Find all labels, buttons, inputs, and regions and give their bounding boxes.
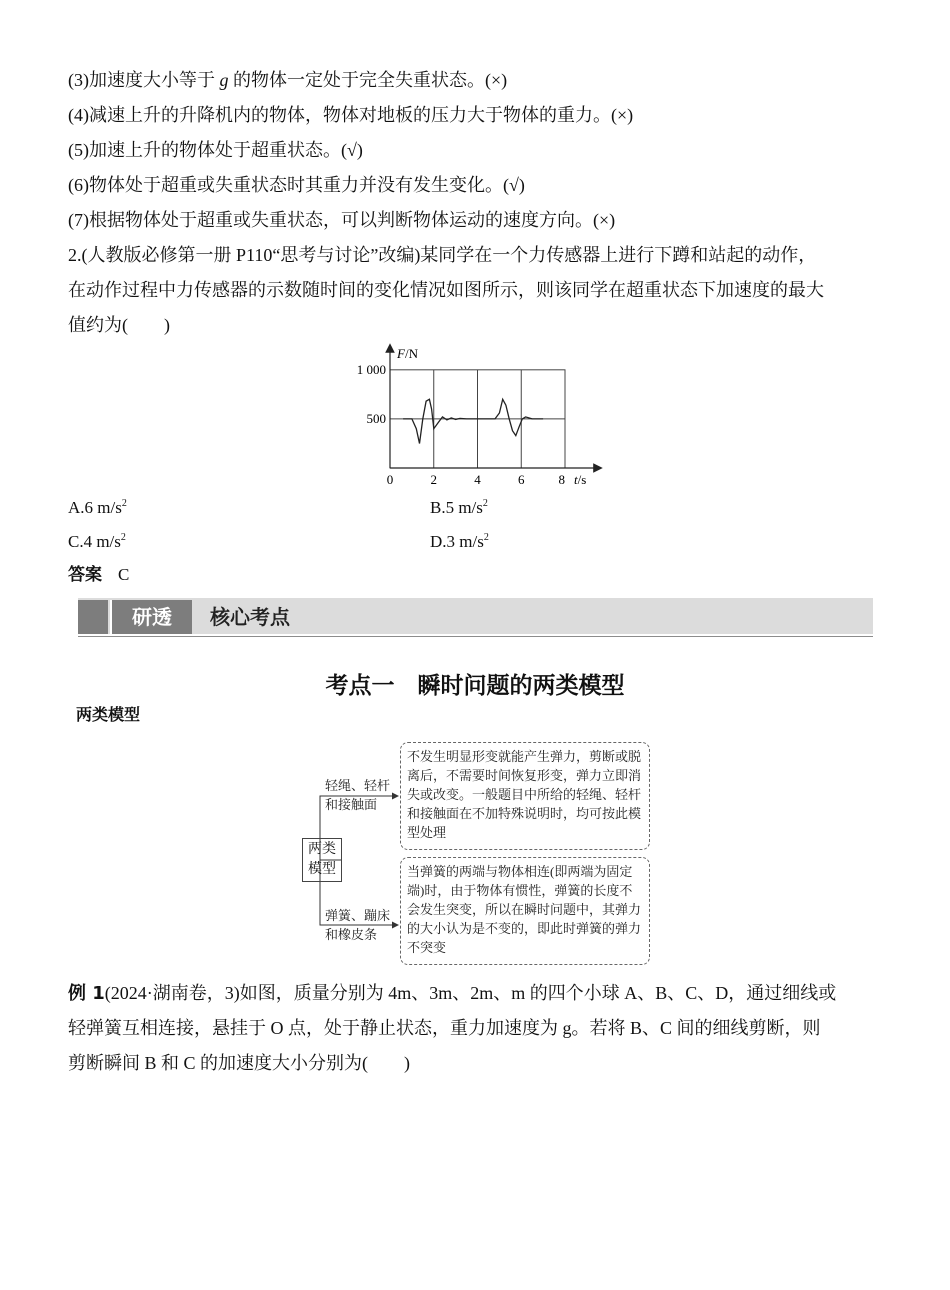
x-axis-label: t/s xyxy=(574,472,587,485)
x-tick-label: 4 xyxy=(474,472,481,485)
x-tick-label: 0 xyxy=(386,472,394,485)
example-1-line-1: 例 1(2024·湖南卷，3)如图，质量分别为 4m、3m、2m、m 的四个小球 A、B、C、D，通过细线或 xyxy=(68,983,837,1004)
judgment-7: (7)根据物体处于超重或失重状态，可以判断物体运动的速度方向。(×) xyxy=(68,210,616,230)
option-d[interactable]: D.3 $m/s^2$ xyxy=(430,532,489,551)
diagram-branch-1-box: 不发生明显形变就能产生弹力，剪断或脱离后，不需要时间恢复形变，弹力立即消失或改变。一般题目中所给的轻绳、轻杆和接触面在不加特殊说明时，均可按此模型处理 xyxy=(400,742,650,850)
diagram-branch-1-label: 轻绳、轻杆 和接触面 xyxy=(325,778,391,812)
x-tick-label: 8 xyxy=(558,472,565,485)
x-tick-label: 6 xyxy=(518,472,525,485)
option-b[interactable]: B.5 $m/s^2$ xyxy=(430,498,488,517)
option-c[interactable]: C.4 $m/s^2$ xyxy=(68,532,126,551)
y-tick-label: 1 000 xyxy=(356,361,386,377)
x-tick-label: 2 xyxy=(430,472,437,485)
judgment-4: (4)减速上升的升降机内的物体，物体对地板的压力大于物体的重力。(×) xyxy=(68,105,634,125)
question-2-line-2: 在动作过程中力传感器的示数随时间的变化情况如图所示，则该同学在超重状态下加速度的最大 xyxy=(68,280,824,300)
judgment-3: (3)加速度大小等于 g 的物体一定处于完全失重状态。(×) xyxy=(68,70,508,90)
answer-line: 答案 C xyxy=(68,565,130,585)
y-axis-label: F/N xyxy=(397,346,418,361)
diagram-root: 两类 模型 xyxy=(302,838,342,882)
question-2-line-1: 2.(人教版必修第一册 P110“思考与讨论”改编)某同学在一个力传感器上进行下蹲和站起的动作， xyxy=(68,245,817,265)
judgment-6: (6)物体处于超重或失重状态时其重力并没有发生变化。(√) xyxy=(68,175,525,195)
judgment-5: (5)加速上升的物体处于超重状态。(√) xyxy=(68,140,363,160)
question-2-line-3: 值约为( ) xyxy=(68,315,170,335)
section-title: 考点一 瞬时问题的两类模型 xyxy=(325,673,625,699)
example-1-line-3: 剪断瞬间 B 和 C 的加速度大小分别为( ) xyxy=(68,1053,410,1073)
section-subtitle: 两类模型 xyxy=(76,705,141,724)
diagram-branch-2-box: 当弹簧的两端与物体相连(即两端为固定端)时，由于物体有惯性，弹簧的长度不会发生突变，所以在瞬时问题中，其弹力的大小认为是不变的，即此时弹簧的弹力不突变 xyxy=(400,857,650,965)
banner-tag: 研透 xyxy=(110,600,192,634)
diagram-branch-2-label: 弹簧、蹦床 和橡皮条 xyxy=(325,908,391,942)
option-a[interactable]: A.6 $m/s^2$ xyxy=(68,498,127,517)
example-1-line-2: 轻弹簧互相连接，悬挂于 O 点，处于静止状态，重力加速度为 g。若将 B、C 间的细线剪断，则 xyxy=(68,1018,821,1038)
y-tick-label: 500 xyxy=(366,410,386,426)
banner-title: 核心考点 xyxy=(210,605,290,629)
